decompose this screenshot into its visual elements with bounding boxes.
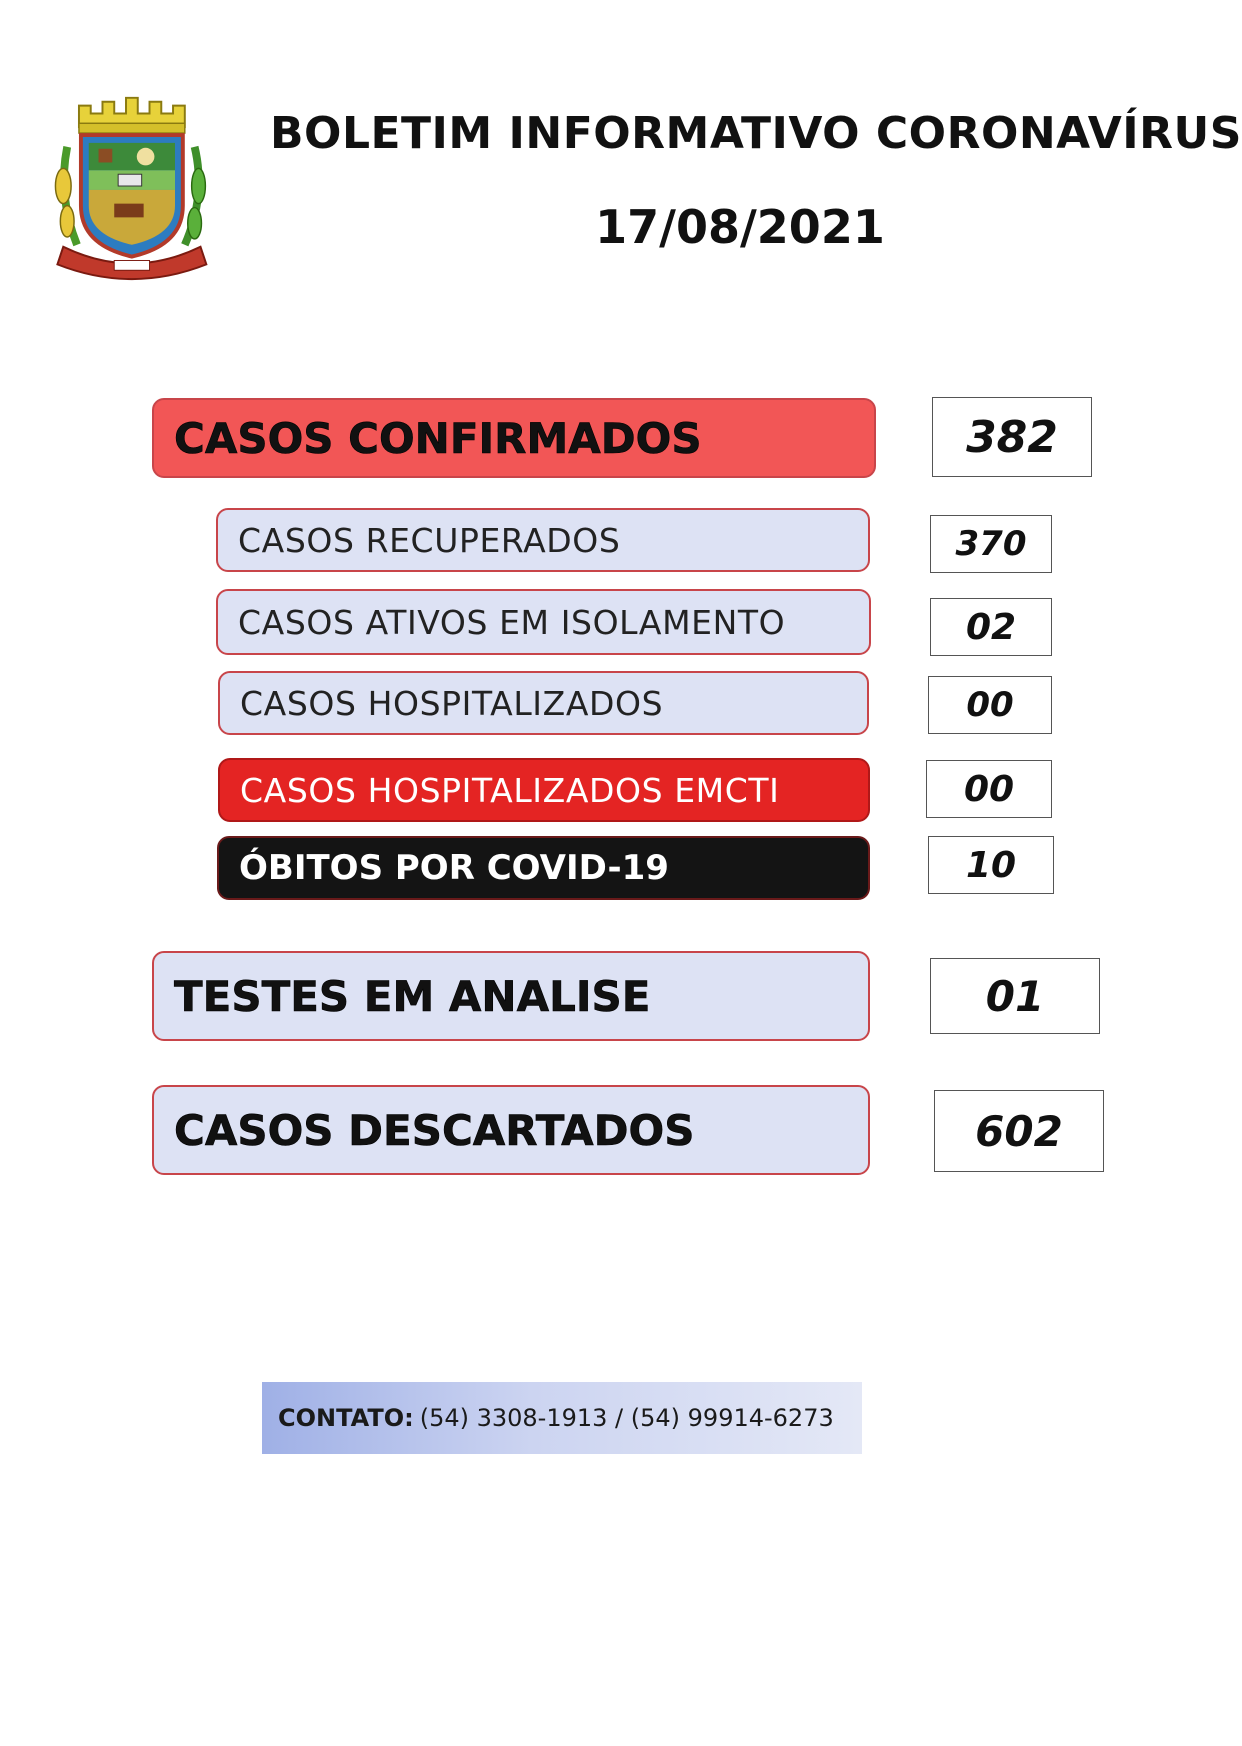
recovered-cases-label (216, 508, 870, 572)
discarded-cases-value: 602 (934, 1090, 1104, 1172)
hospitalized-cases-value: 00 (928, 676, 1052, 734)
deaths-text: ÓBITOS POR COVID-19 (239, 848, 669, 888)
confirmed-cases-text: CASOS CONFIRMADOS (174, 413, 702, 463)
contact-phones: (54) 3308-1913 / (54) 99914-6273 (419, 1404, 834, 1432)
contact-bar (262, 1382, 862, 1454)
deaths-label (217, 836, 870, 900)
hospitalized-cases-text: CASOS HOSPITALIZADOS (240, 683, 664, 723)
contact-label: CONTATO: (278, 1404, 414, 1432)
discarded-cases-text: CASOS DESCARTADOS (174, 1105, 695, 1155)
icu-hospitalized-label (218, 758, 870, 822)
active-isolation-value: 02 (930, 598, 1052, 656)
recovered-cases-text: CASOS RECUPERADOS (238, 520, 621, 560)
active-isolation-text: CASOS ATIVOS EM ISOLAMENTO (238, 602, 786, 642)
active-isolation-label (216, 589, 871, 655)
deaths-value: 10 (928, 836, 1054, 894)
hospitalized-cases-label (218, 671, 869, 735)
tests-pending-value: 01 (930, 958, 1100, 1034)
bulletin-title: BOLETIM INFORMATIVO CORONAVÍRUS (270, 108, 1242, 159)
confirmed-cases-value: 382 (932, 397, 1092, 477)
recovered-cases-value: 370 (930, 515, 1052, 573)
discarded-cases-label (152, 1085, 870, 1175)
municipal-coat-of-arms-icon (28, 88, 224, 284)
bulletin-date: 17/08/2021 (595, 200, 885, 254)
confirmed-cases-label (152, 398, 876, 478)
tests-pending-text: TESTES EM ANALISE (174, 971, 651, 1021)
tests-pending-label (152, 951, 870, 1041)
icu-hospitalized-text: CASOS HOSPITALIZADOS EMCTI (240, 770, 780, 810)
icu-hospitalized-value: 00 (926, 760, 1052, 818)
